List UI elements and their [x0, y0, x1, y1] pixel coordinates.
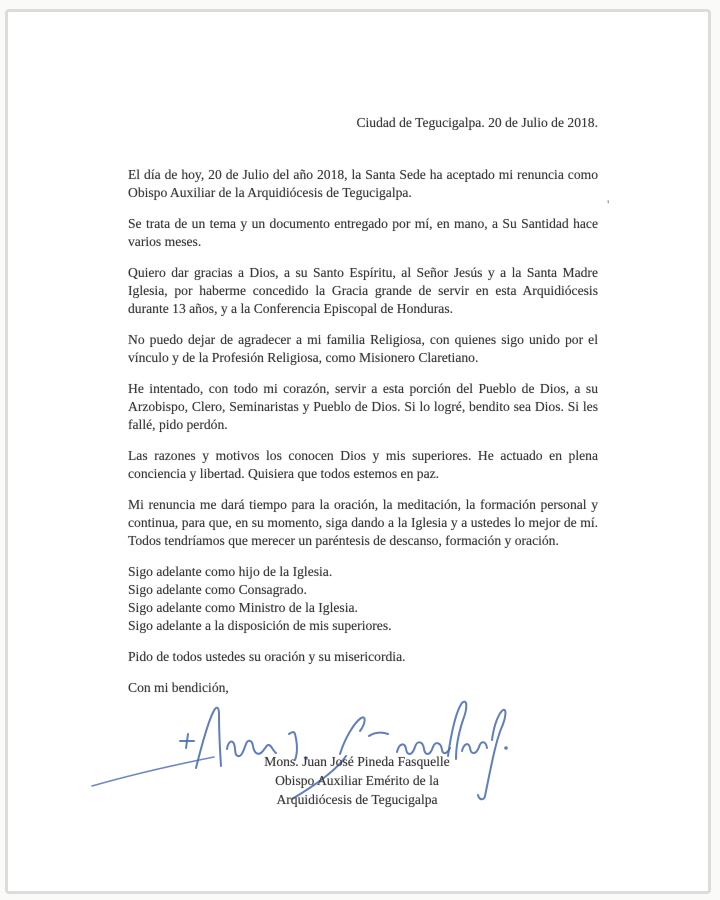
litany-line-1: Sigo adelante como hijo de la Iglesia. [128, 564, 333, 579]
letter-dateline: Ciudad de Tegucigalpa. 20 de Julio de 2018. [356, 115, 598, 130]
litany-line-4: Sigo adelante a la disposición de mis superiores. [128, 618, 392, 633]
signature-typed-block [232, 752, 482, 809]
signature-dash [369, 733, 388, 736]
letter-body [128, 12, 598, 710]
signature-underline-sweep [92, 757, 214, 786]
litany-line-3: Sigo adelante como Ministro de la Iglesia. [128, 600, 358, 615]
letter-paragraph-3: Quiero dar gracias a Dios, a su Santo Espíritu, al Señor Jesús y a la Santa Madre Iglesia, por haberme concedido la Gracia grande de servir en esta Arquidiócesis durante 13 años, y a la Conferencia Episcopal de Honduras. [128, 265, 598, 316]
signature-initial-j [196, 708, 221, 768]
signature-tall-f [448, 702, 466, 759]
letter-paragraph-7: Mi renuncia me dará tiempo para la oración, la meditación, la formación personal y continua, para que, en su momento, siga dando a la Iglesia y a ustedes lo mejor de mí. Todos tendríamos que merecer un paréntesis de descanso, formación y oración. [128, 497, 598, 548]
signatory-title-line1: Obispo Auxiliar Emérito de la [275, 773, 439, 788]
signature-capital-p [340, 717, 365, 754]
litany-line-2: Sigo adelante como Consagrado. [128, 582, 307, 597]
letter-litany [128, 563, 598, 635]
letter-valediction: Con mi bendición, [128, 680, 229, 695]
signatory-title-line2: Arquidiócesis de Tegucigalpa [276, 792, 438, 807]
letter-paragraph-2: Se trata de un tema y un documento entregado por mí, en mano, a Su Santidad hace varios meses. [128, 216, 598, 249]
letter-paragraph-4: No puedo dejar de agradecer a mi familia Religiosa, con quienes sigo unido por el vínculo y de la Profesión Religiosa, como Misionero Claretiano. [128, 332, 598, 365]
scanned-letter-page [5, 9, 711, 894]
signature-cross-vertical [186, 734, 188, 748]
letter-paragraph-1: El día de hoy, 20 de Julio del año 2018, la Santa Sede ha aceptado mi renuncia como Obispo Auxiliar de la Arquidiócesis de Tegucigalpa. [128, 167, 598, 200]
scan-artifact: ' [607, 197, 610, 212]
signatory-name: Mons. Juan José Pineda Fasquelle [264, 754, 450, 769]
signature-dot-2 [504, 746, 508, 750]
letter-petition: Pido de todos ustedes su oración y su misericordia. [128, 649, 406, 664]
signature-final-f-descender [478, 710, 505, 800]
letter-paragraph-6: Las razones y motivos los conocen Dios y mis superiores. He actuado en plena conciencia y libertad. Quisiera que todos estemos en paz. [128, 448, 598, 481]
letter-paragraph-5: He intentado, con todo mi corazón, servir a esta porción del Pueblo de Dios, a su Arzobispo, Clero, Seminaristas y Pueblo de Dios. Si lo logré, bendito sea Dios. Si les fallé, pido perdón. [128, 381, 598, 432]
